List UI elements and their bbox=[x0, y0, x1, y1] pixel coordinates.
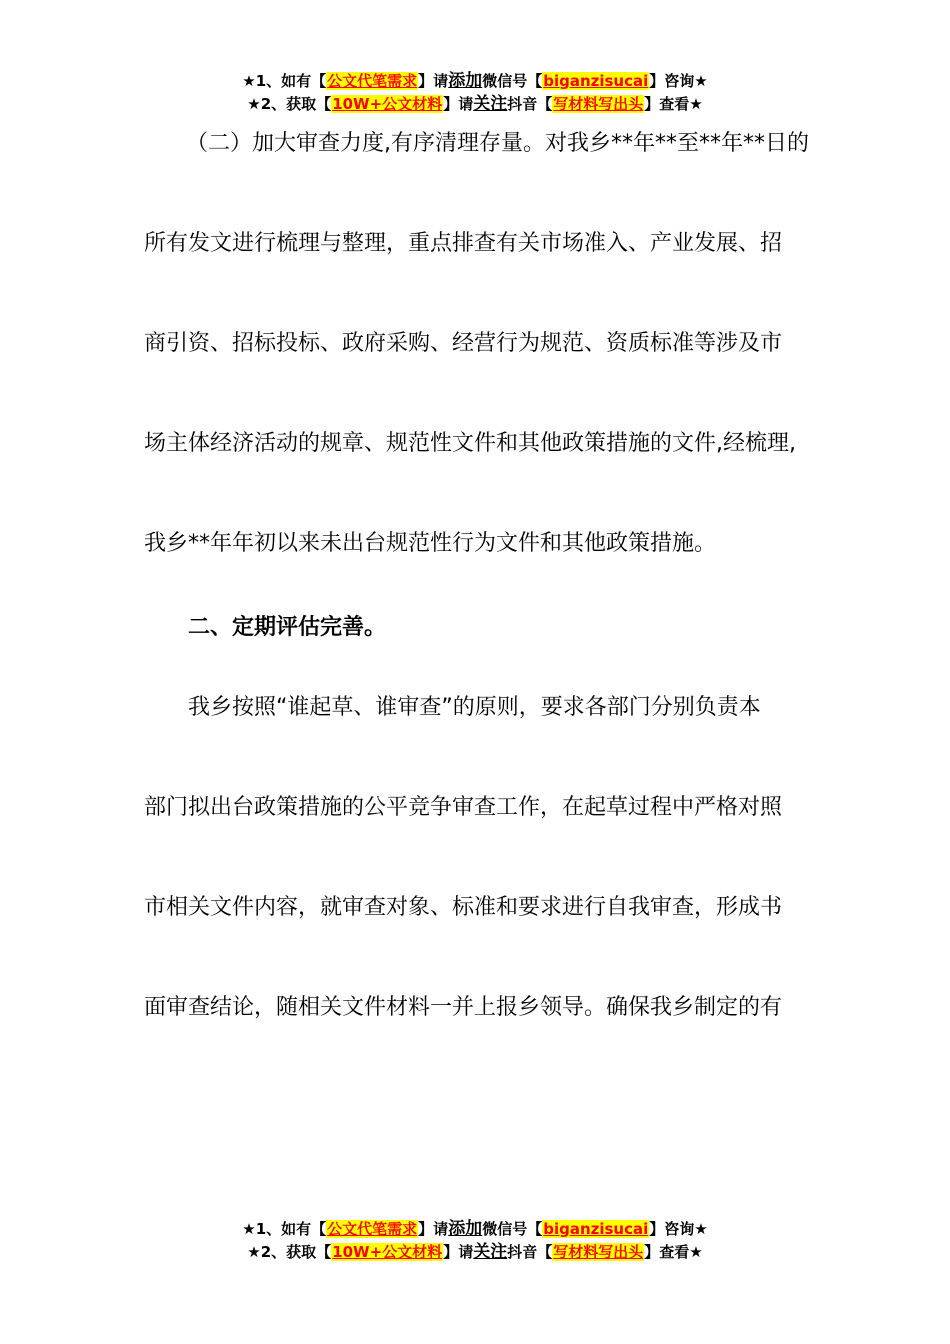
highlight-writing-service: 公文代笔需求 bbox=[327, 72, 418, 90]
paragraph-line: 部门拟出台政策措施的公平竞争审查工作，在起草过程中严格对照 bbox=[144, 795, 783, 820]
paragraph-line: 我乡按照“谁起草、谁审查”的原则，要求各部门分别负责本 bbox=[188, 695, 761, 720]
highlight-douyin: 写材料写出头 bbox=[553, 95, 644, 113]
paragraph-line: 商引资、招标投标、政府采购、经营行为规范、资质标准等涉及市 bbox=[144, 331, 783, 356]
banner-line-1: ★1、如有【公文代笔需求】请添加微信号【biganzisucai】咨询★ bbox=[242, 71, 708, 91]
highlight-wechat-id: biganzisucai bbox=[543, 72, 649, 90]
paragraph-line: 面审查结论，随相关文件材料一并上报乡领导。确保我乡制定的有 bbox=[144, 995, 783, 1020]
banner-line-1: ★1、如有【公文代笔需求】请添加微信号【biganzisucai】咨询★ bbox=[242, 1219, 708, 1239]
paragraph-line: 所有发文进行梳理与整理，重点排查有关市场准入、产业发展、招 bbox=[144, 231, 783, 256]
highlight-writing-service: 公文代笔需求 bbox=[327, 1220, 418, 1238]
paragraph-line: （二）加大审查力度,有序清理存量。对我乡**年**至**年**日的 bbox=[186, 131, 809, 156]
banner-line-2: ★2、获取【10W+公文材料】请关注抖音【写材料写出头】查看★ bbox=[247, 94, 703, 114]
highlight-wechat-id: biganzisucai bbox=[543, 1220, 649, 1238]
section-heading: 二、定期评估完善。 bbox=[188, 615, 387, 640]
highlight-materials: 10W+公文材料 bbox=[332, 95, 443, 113]
header-banner bbox=[0, 70, 950, 116]
highlight-douyin: 写材料写出头 bbox=[553, 1243, 644, 1261]
highlight-materials: 10W+公文材料 bbox=[332, 1243, 443, 1261]
banner-line-2: ★2、获取【10W+公文材料】请关注抖音【写材料写出头】查看★ bbox=[247, 1242, 703, 1262]
paragraph-line: 我乡**年年初以来未出台规范性行为文件和其他政策措施。 bbox=[144, 531, 717, 556]
footer-banner bbox=[0, 1218, 950, 1264]
paragraph-line: 场主体经济活动的规章、规范性文件和其他政策措施的文件,经梳理, bbox=[144, 431, 796, 456]
paragraph-line: 市相关文件内容，就审查对象、标准和要求进行自我审查，形成书 bbox=[144, 895, 783, 920]
